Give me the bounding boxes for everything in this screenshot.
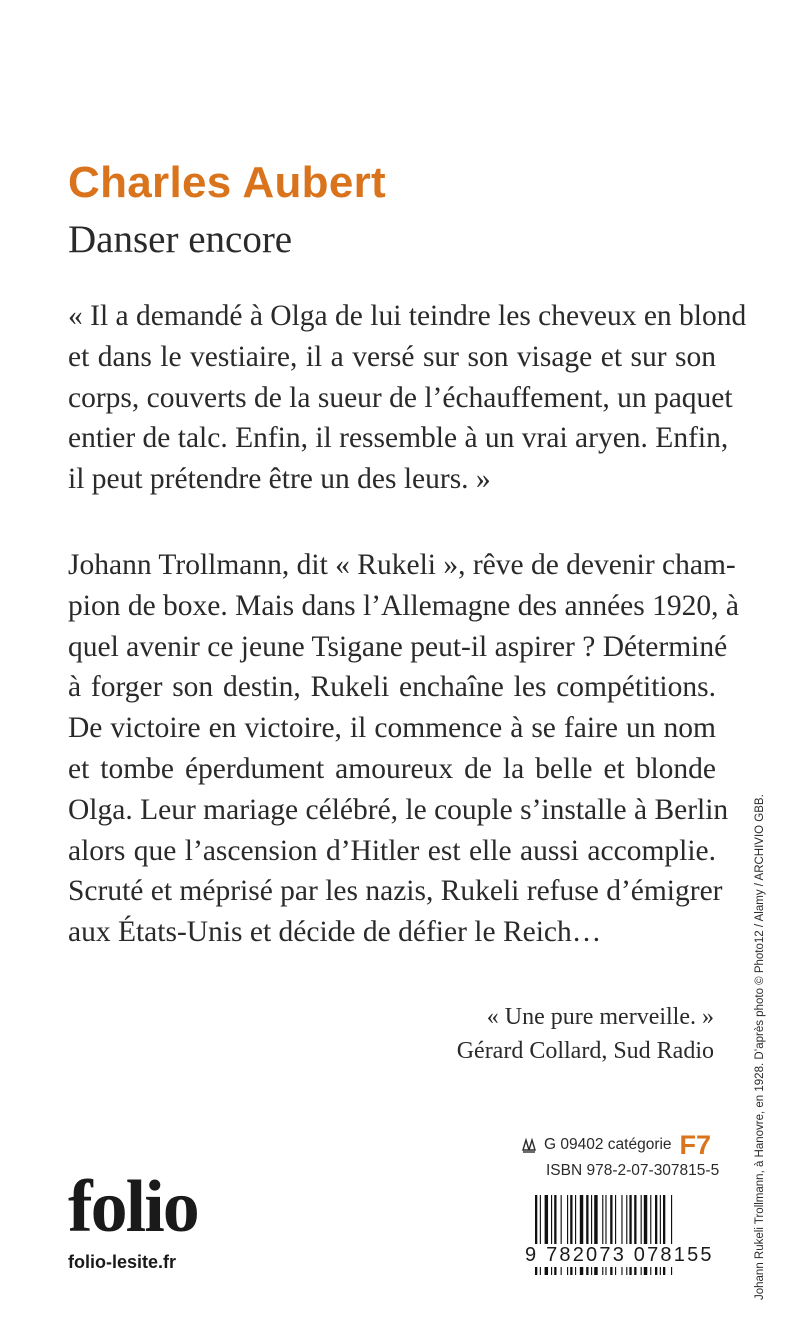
- summary-paragraph: [68, 545, 739, 953]
- photo-credit: Johann Rukeli Trollmann, à Hanovre, en 1928. D’après photo © Photo12 / Alamy / ARCHIVIO GBB.: [754, 794, 766, 1300]
- summary-line: à forger son destin, Rukeli enchaîne les compétitions.: [68, 671, 716, 704]
- summary-line: et tombe éperdument amoureux de la belle et blonde: [68, 752, 716, 785]
- publisher-site: folio-lesite.fr: [68, 1252, 177, 1272]
- category-code: F7: [679, 1129, 712, 1160]
- summary-line: alors que l’ascension d’Hitler est elle aussi accomplie.: [68, 834, 716, 867]
- summary-line: pion de boxe. Mais dans l’Allemagne des années 1920, à: [68, 589, 739, 622]
- author-name: Charles Aubert: [68, 158, 386, 207]
- publisher-logo: folio: [68, 1166, 198, 1248]
- summary-line: Johann Trollmann, dit « Rukeli », rêve de devenir cham-: [68, 549, 736, 581]
- summary-line: De victoire en victoire, il commence à se faire un nom: [68, 712, 716, 745]
- review-quote-block: [457, 1000, 714, 1068]
- excerpt-line: et dans le vestiaire, il a versé sur son visage et sur son: [68, 340, 716, 373]
- excerpt-paragraph: [68, 296, 747, 500]
- barcode-number: 9 782073 078155: [525, 1244, 721, 1267]
- catalog-row: [520, 1129, 720, 1160]
- summary-line: quel avenir ce jeune Tsigane peut-il aspirer ? Déterminé: [68, 630, 728, 663]
- summary-line: Scruté et méprisé par les nazis, Rukeli refuse d’émigrer: [68, 875, 723, 908]
- excerpt-line: « Il a demandé à Olga de lui teindre les cheveux en blond: [68, 300, 747, 332]
- category-label: catégorie: [607, 1136, 672, 1153]
- summary-line: aux États-Unis et décide de défier le Reich…: [68, 916, 602, 949]
- excerpt-line: il peut prétendre être un des leurs. »: [68, 463, 491, 496]
- isbn: ISBN 978-2-07-307815-5: [546, 1162, 720, 1179]
- excerpt-line: corps, couverts de la sueur de l’échauffement, un paquet: [68, 381, 733, 414]
- review-quote: « Une pure merveille. »: [486, 1004, 714, 1030]
- recycle-icon: [520, 1136, 538, 1154]
- excerpt-line: entier de talc. Enfin, il ressemble à un vrai aryen. Enfin,: [68, 422, 729, 455]
- catalog-info: [520, 1129, 720, 1184]
- catalog-code: G 09402: [544, 1136, 604, 1153]
- summary-line: Olga. Leur mariage célébré, le couple s’installe à Berlin: [68, 793, 729, 826]
- book-title: Danser encore: [68, 218, 293, 261]
- review-source: Gérard Collard, Sud Radio: [456, 1038, 714, 1064]
